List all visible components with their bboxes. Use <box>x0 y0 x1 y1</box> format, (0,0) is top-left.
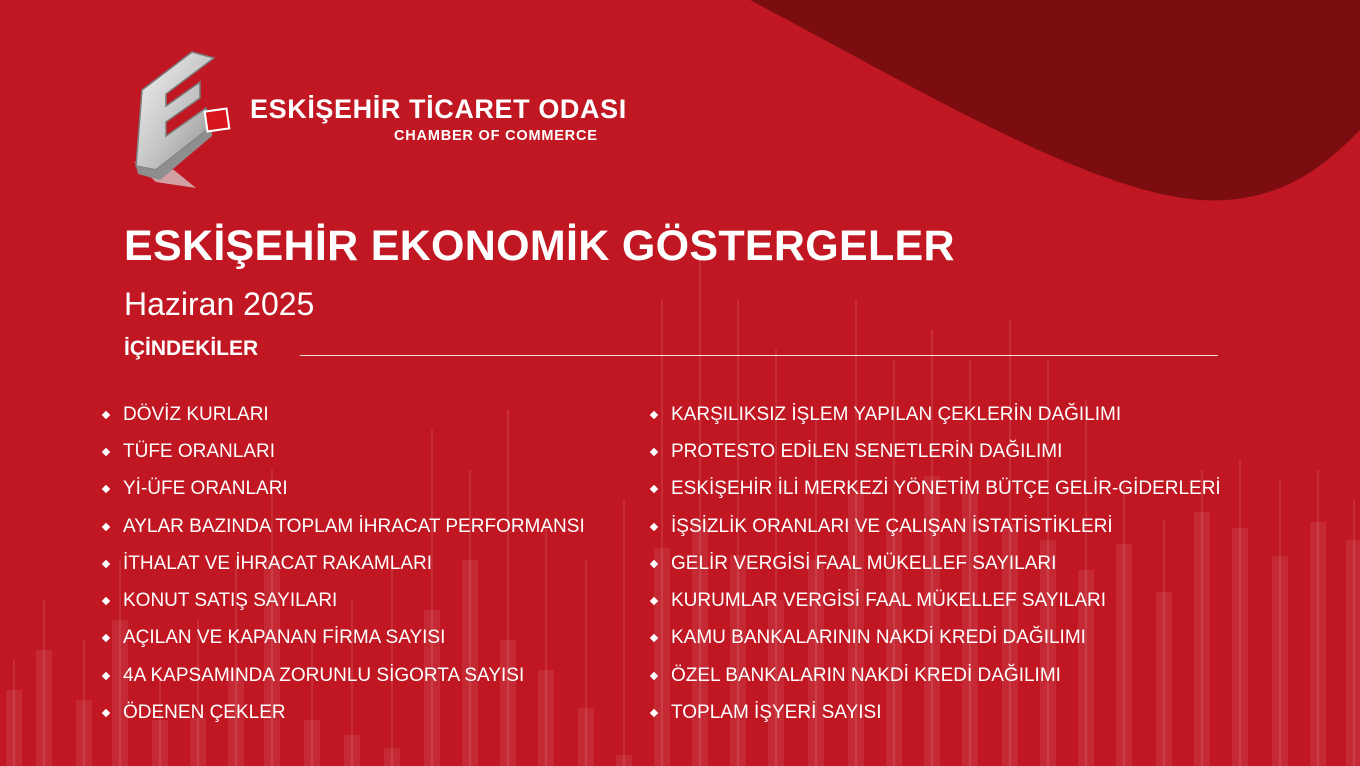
diamond-bullet-icon <box>102 448 110 456</box>
diamond-bullet-icon <box>102 671 110 679</box>
toc-item-label: 4A KAPSAMINDA ZORUNLU SİGORTA SAYISI <box>123 664 525 686</box>
candle-body <box>1310 522 1326 766</box>
candle-body <box>1272 556 1288 766</box>
toc-item-label: İTHALAT VE İHRACAT RAKAMLARI <box>123 552 433 574</box>
candle-body <box>384 748 400 766</box>
diamond-bullet-icon <box>102 410 110 418</box>
toc-item <box>100 657 585 694</box>
toc-item <box>648 694 1221 731</box>
toc-item <box>100 433 585 470</box>
toc-item-label: KURUMLAR VERGİSİ FAAL MÜKELLEF SAYILARI <box>671 590 1107 612</box>
toc-item <box>648 657 1221 694</box>
toc-item-label: PROTESTO EDİLEN SENETLERİN DAĞILIMI <box>671 440 1063 462</box>
diamond-bullet-icon <box>650 671 658 679</box>
toc-item-label: AÇILAN VE KAPANAN FİRMA SAYISI <box>123 627 446 649</box>
toc-item-label: GELİR VERGİSİ FAAL MÜKELLEF SAYILARI <box>671 552 1057 574</box>
toc-item-label: Yİ-ÜFE ORANLARI <box>123 478 288 500</box>
diamond-bullet-icon <box>650 522 658 530</box>
toc-item <box>100 396 585 433</box>
diamond-bullet-icon <box>650 448 658 456</box>
diamond-bullet-icon <box>102 634 110 642</box>
toc-list-left <box>100 396 585 732</box>
diamond-bullet-icon <box>102 560 110 568</box>
toc-item-label: TÜFE ORANLARI <box>123 440 276 462</box>
toc-item-label: AYLAR BAZINDA TOPLAM İHRACAT PERFORMANSI <box>123 515 585 537</box>
divider <box>300 355 1218 356</box>
toc-item-label: ÖDENEN ÇEKLER <box>123 702 286 724</box>
toc-item-label: DÖVİZ KURLARI <box>123 403 269 425</box>
toc-item-label: ESKİŞEHİR İLİ MERKEZİ YÖNETİM BÜTÇE GELİR-GİDERLERİ <box>671 478 1221 500</box>
diamond-bullet-icon <box>102 485 110 493</box>
organization-subtitle: CHAMBER OF COMMERCE <box>394 128 598 144</box>
diamond-bullet-icon <box>650 485 658 493</box>
toc-item <box>100 471 585 508</box>
corner-shape <box>750 0 1360 200</box>
diamond-bullet-icon <box>650 709 658 717</box>
diamond-bullet-icon <box>650 634 658 642</box>
toc-item <box>648 433 1221 470</box>
candle-body <box>1232 528 1248 766</box>
diamond-bullet-icon <box>102 522 110 530</box>
page-date: Haziran 2025 <box>124 286 315 322</box>
toc-item <box>100 582 585 619</box>
toc-item <box>100 694 585 731</box>
candle-body <box>76 700 92 766</box>
toc-item <box>648 396 1221 433</box>
candle-body <box>6 690 22 766</box>
diamond-bullet-icon <box>650 597 658 605</box>
eto-logo-icon <box>126 42 238 194</box>
toc-item-label: ÖZEL BANKALARIN NAKDİ KREDİ DAĞILIMI <box>671 664 1061 686</box>
candle-body <box>616 755 632 766</box>
toc-item <box>100 545 585 582</box>
diamond-bullet-icon <box>650 560 658 568</box>
toc-item-label: KARŞILIKSIZ İŞLEM YAPILAN ÇEKLERİN DAĞILIMI <box>671 403 1122 425</box>
organization-name: ESKİŞEHİR TİCARET ODASI <box>250 94 627 124</box>
toc-heading: İÇİNDEKİLER <box>124 337 259 360</box>
toc-item <box>648 545 1221 582</box>
toc-item <box>648 582 1221 619</box>
toc-item <box>648 508 1221 545</box>
toc-item-label: İŞSİZLİK ORANLARI VE ÇALIŞAN İSTATİSTİKLERİ <box>671 515 1113 537</box>
diamond-bullet-icon <box>650 410 658 418</box>
candle-body <box>36 650 52 766</box>
toc-item <box>648 620 1221 657</box>
diamond-bullet-icon <box>102 597 110 605</box>
page-title: ESKİŞEHİR EKONOMİK GÖSTERGELER <box>124 222 955 270</box>
toc-list-right <box>648 396 1221 732</box>
candle-body <box>1346 540 1360 766</box>
candle-body <box>344 735 360 766</box>
toc-item <box>100 508 585 545</box>
toc-item <box>648 471 1221 508</box>
toc-item <box>100 620 585 657</box>
diamond-bullet-icon <box>102 709 110 717</box>
toc-item-label: TOPLAM İŞYERİ SAYISI <box>671 702 882 724</box>
toc-item-label: KONUT SATIŞ SAYILARI <box>123 590 338 612</box>
toc-item-label: KAMU BANKALARININ NAKDİ KREDİ DAĞILIMI <box>671 627 1086 649</box>
